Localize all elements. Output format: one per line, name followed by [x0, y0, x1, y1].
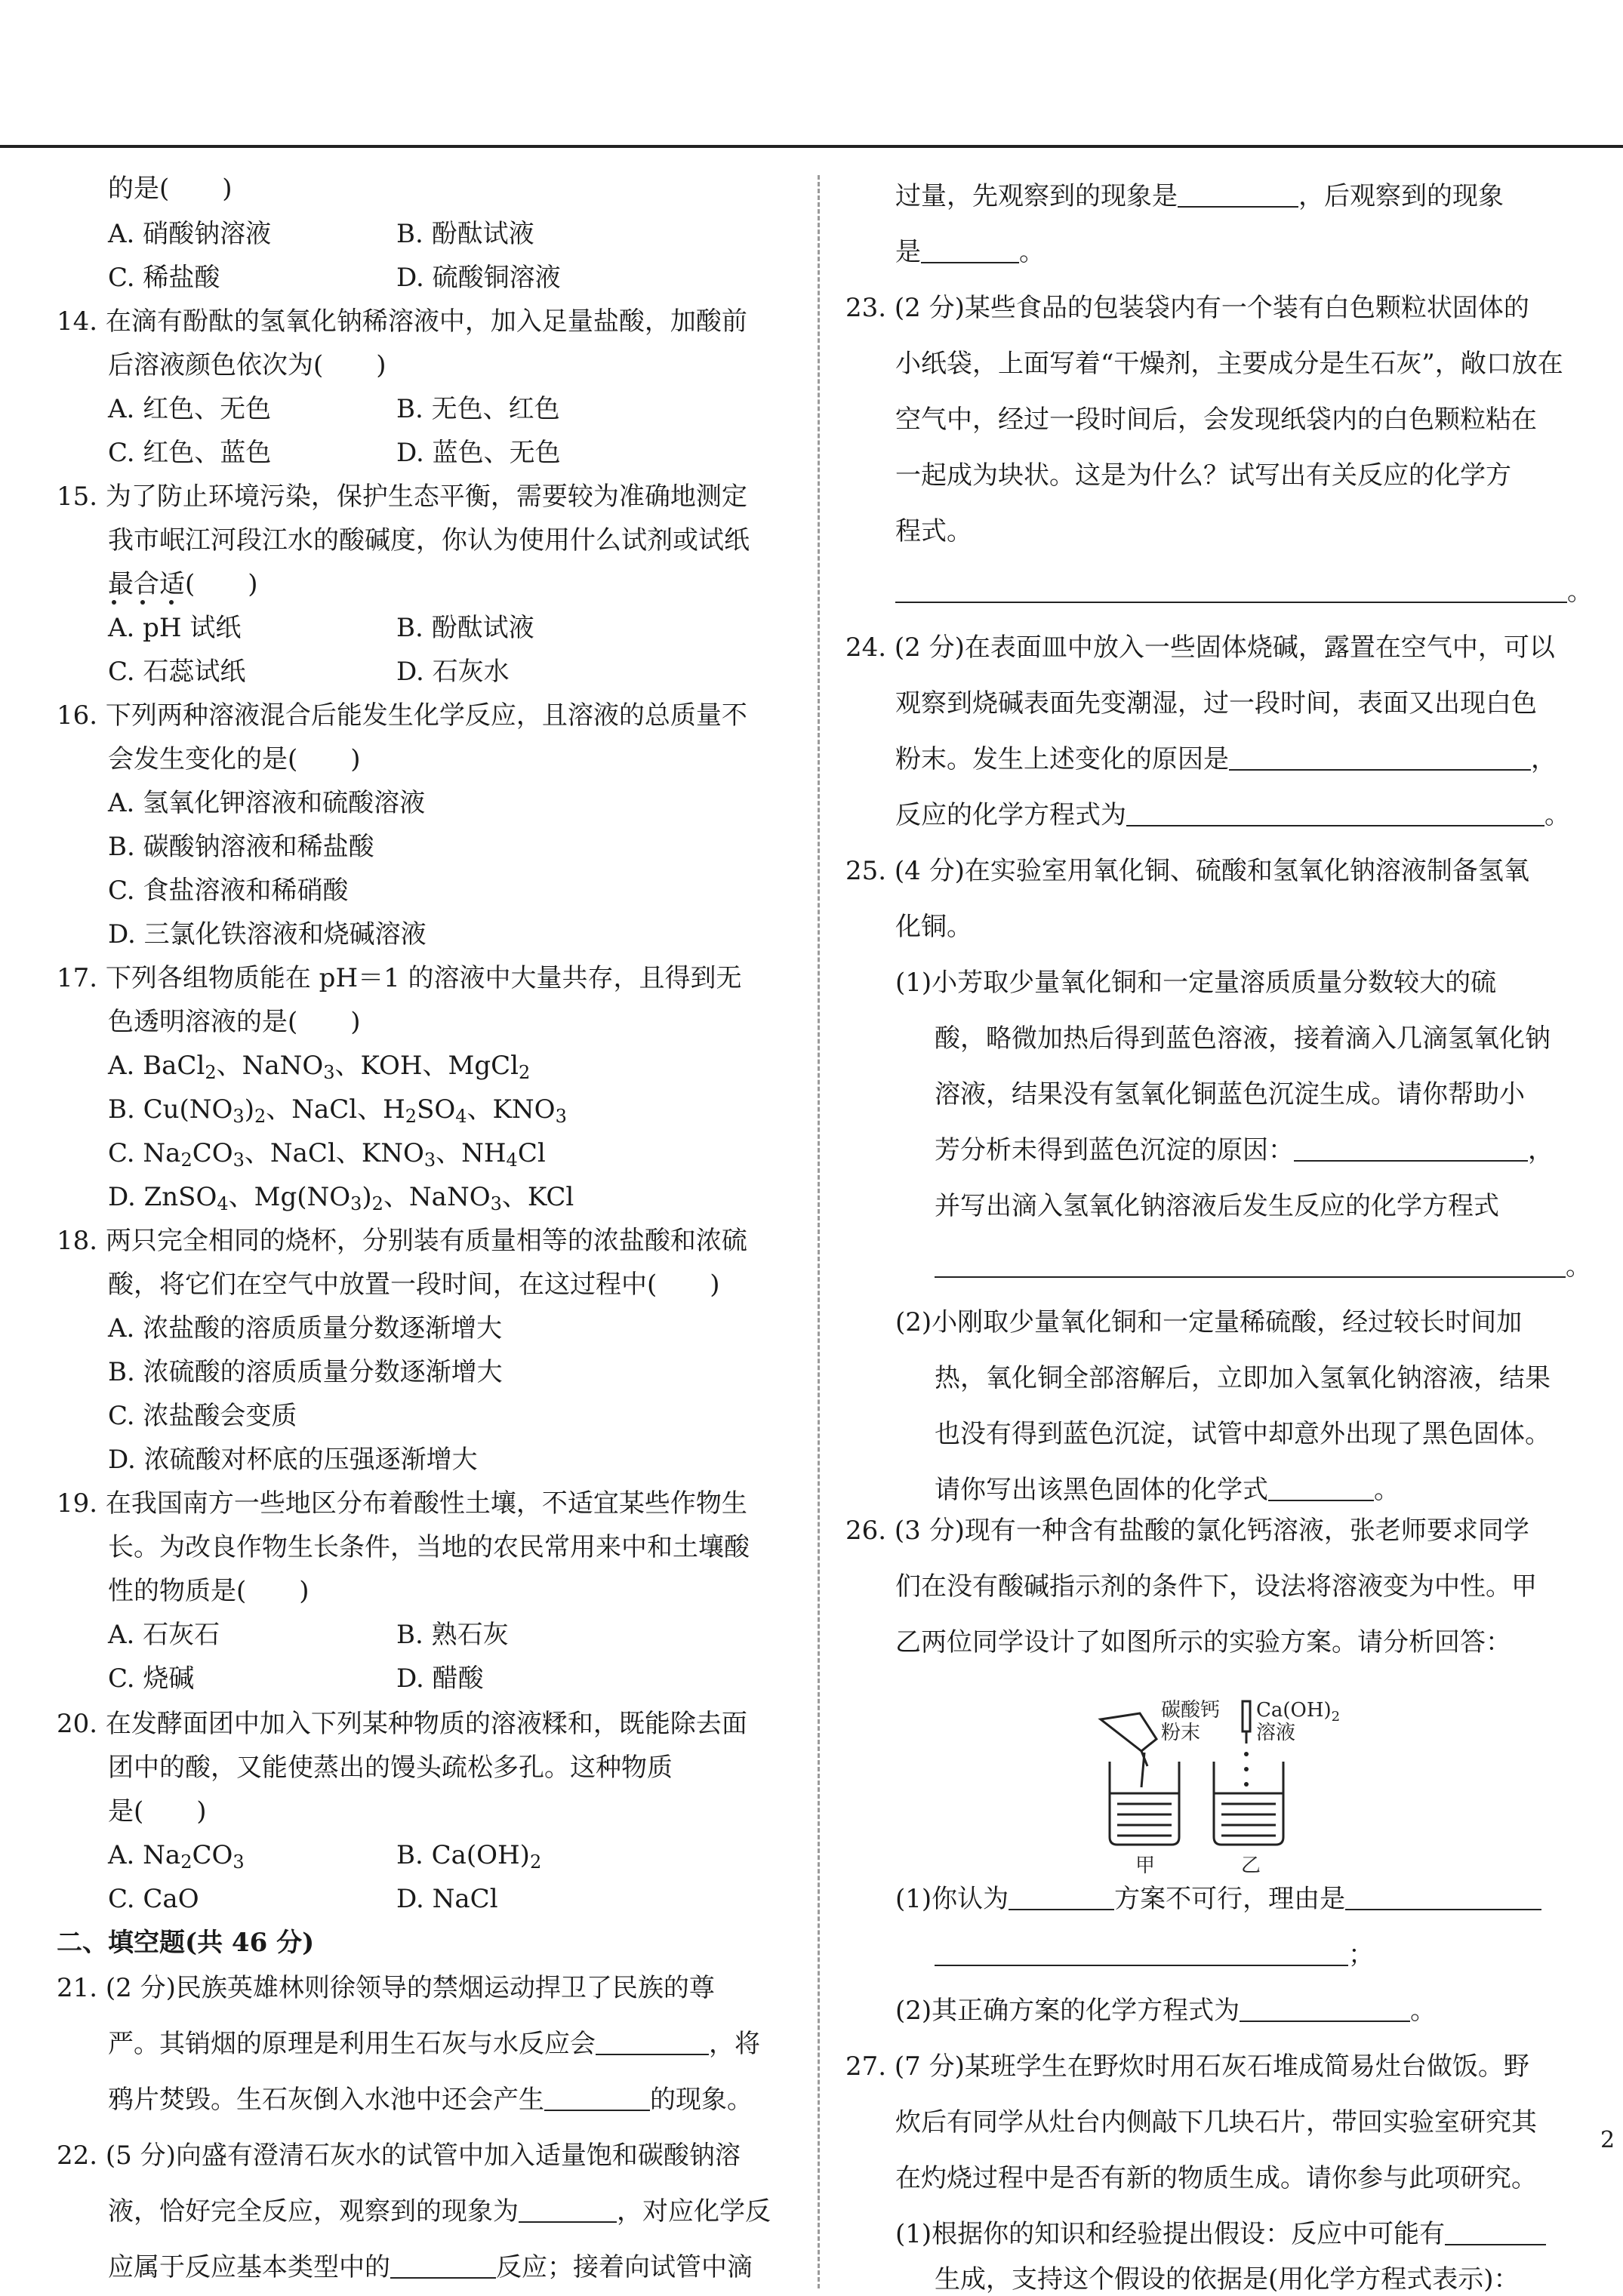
q24-blank-2[interactable] [1126, 801, 1544, 826]
q25-p1-line4: 芳分析未得到蓝色沉淀的原因： ， [935, 1135, 1554, 1165]
q22-cont-line1: 过量，先观察到的现象是 ，后观察到的现象 [895, 181, 1504, 211]
q16-option-c: C. 食盐溶液和稀硝酸 [108, 876, 349, 906]
q13-option-d: D. 硫酸铜溶液 [396, 263, 561, 293]
q23-line2: 小纸袋，上面写着“干燥剂，主要成分是生石灰”，敞口放在 [895, 349, 1563, 379]
q15-option-c: C. 石蕊试纸 [108, 657, 246, 687]
q25-p1-line3: 溶液，结果没有氢氧化铜蓝色沉淀生成。请你帮助小 [935, 1079, 1525, 1110]
figure-label-caco3-1: 碳酸钙 [1161, 1699, 1221, 1722]
q19-option-c: C. 烧碱 [108, 1664, 195, 1694]
q22-line3: 应属于反应基本类型中的 反应；接着向试管中滴 [108, 2252, 753, 2282]
q17-line2: 色透明溶液的是( ) [108, 1007, 361, 1037]
q26-blank-2[interactable] [1345, 1885, 1541, 1910]
q24-line2: 观察到烧碱表面先变潮湿，过一段时间，表面又出现白色 [895, 688, 1537, 719]
q16-option-d: D. 三氯化铁溶液和烧碱溶液 [108, 919, 427, 949]
column-separator [818, 175, 820, 2288]
q14-line2: 后溶液颜色依次为( ) [108, 350, 387, 380]
q14-option-a: A. 红色、无色 [108, 394, 272, 424]
q14-option-b: B. 无色、红色 [396, 394, 560, 424]
q18-option-b: B. 浓硫酸的溶质质量分数逐渐增大 [108, 1357, 503, 1387]
q16-option-a: A. 氢氧化钾溶液和硫酸溶液 [108, 788, 426, 818]
q25-line1: 25. (4 分)在实验室用氧化铜、硫酸和氢氧化钠溶液制备氢氧 [845, 856, 1529, 886]
q27-line2: 炊后有同学从灶台内侧敲下几块石片，带回实验室研究其 [895, 2107, 1537, 2137]
q26-answer1: (1)你认为 方案不可行，理由是 [895, 1882, 1541, 1916]
q21-blank-2[interactable] [544, 2085, 650, 2111]
header-rule [0, 145, 1623, 148]
q19-option-a: A. 石灰石 [108, 1620, 220, 1650]
q25-blank-3[interactable] [1268, 1476, 1374, 1501]
q15-line3: 最合适( ) [108, 569, 258, 599]
q26-answer1-cont: ； [935, 1938, 1374, 1971]
q25-line2: 化铜。 [895, 912, 972, 942]
q19-line3: 性的物质是( ) [108, 1576, 310, 1606]
q16-option-b: B. 碳酸钠溶液和稀盐酸 [108, 832, 374, 862]
q20-option-b: B. $Ca(OH)_2$ [396, 1840, 542, 1873]
q26-blank-1[interactable] [1009, 1885, 1114, 1910]
q25-p2-line1: (2)小刚取少量氧化铜和一定量稀硫酸，经过较长时间加 [895, 1307, 1523, 1337]
q23-line4: 一起成为块状。这是为什么？试写出有关反应的化学方 [895, 460, 1511, 491]
q14-option-c: C. 红色、蓝色 [108, 438, 272, 468]
q25-p2-line3: 也没有得到蓝色沉淀，试管中却意外出现了黑色固体。 [935, 1419, 1551, 1449]
section-title: 二、填空题(共 46 分) [57, 1928, 315, 1958]
q15-line1: 15. 为了防止环境污染，保护生态平衡，需要较为准确地测定 [57, 482, 747, 512]
q17-option-b: B. $Cu(NO_3)_2$、NaCl、$H_2SO_4$、$KNO_3$ [108, 1094, 567, 1127]
q20-line3: 是( ) [108, 1796, 207, 1827]
q26-blank-3[interactable] [935, 1941, 1348, 1966]
q13-stem-tail: 的是( ) [108, 174, 233, 204]
page-number: 2 [1600, 2127, 1615, 2153]
q21-line3: 鸦片焚毁。生石灰倒入水池中还会产生 的现象。 [108, 2085, 753, 2115]
q19-line1: 19. 在我国南方一些地区分布着酸性土壤，不适宜某些作物生 [57, 1488, 747, 1519]
q20-line2: 团中的酸，又能使蒸出的馒头疏松多孔。这种物质 [108, 1753, 673, 1783]
q27-line1: 27. (7 分)某班学生在野炊时用石灰石堆成简易灶台做饭。野 [845, 2051, 1529, 2082]
q18-option-d: D. 浓硫酸对杯底的压强逐渐增大 [108, 1445, 478, 1475]
q18-line2: 酸，将它们在空气中放置一段时间，在这过程中( ) [108, 1270, 720, 1300]
q15-option-d: D. 石灰水 [396, 657, 510, 687]
figure-label-caoh-1: $Ca(OH)_2$ [1256, 1699, 1341, 1725]
q24-line3: 粉末。发生上述变化的原因是 ， [895, 744, 1557, 774]
q22-cont-line2: 是 。 [895, 237, 1045, 267]
q17-option-a: A. BaCl$_2$、NaNO$_3$、KOH、MgCl$_2$ [108, 1051, 531, 1083]
q23-line3: 空气中，经过一段时间后，会发现纸袋内的白色颗粒粘在 [895, 405, 1537, 435]
q21-line1: 21. (2 分)民族英雄林则徐领导的禁烟运动捍卫了民族的尊 [57, 1973, 715, 2003]
q25-p1-line5: 并写出滴入氢氧化钠溶液后发生反应的化学方程式 [935, 1191, 1499, 1221]
q22-blank-2[interactable] [390, 2253, 496, 2279]
q21-line2: 严。其销烟的原理是利用生石灰与水反应会 ，将 [108, 2029, 760, 2059]
q15-option-b: B. 酚酞试液 [396, 613, 534, 643]
q16-line1: 16. 下列两种溶液混合后能发生化学反应，且溶液的总质量不 [57, 700, 747, 731]
q27-line3: 在灼烧过程中是否有新的物质生成。请你参与此项研究。 [895, 2163, 1537, 2193]
q22-line1: 22. (5 分)向盛有澄清石灰水的试管中加入适量饱和碳酸钠溶 [57, 2141, 741, 2171]
q26-line3: 乙两位同学设计了如图所示的实验方案。请分析回答： [895, 1627, 1511, 1657]
q18-option-c: C. 浓盐酸会变质 [108, 1401, 297, 1431]
q23-answer-line: 。 [895, 575, 1593, 608]
q26-line1: 26. (3 分)现有一种含有盐酸的氯化钙溶液，张老师要求同学 [845, 1516, 1529, 1546]
q14-line1: 14. 在滴有酚酞的氢氧化钠稀溶液中，加入足量盐酸，加酸前 [57, 306, 747, 337]
q24-line4: 反应的化学方程式为 。 [895, 800, 1570, 830]
q23-blank[interactable] [895, 577, 1567, 603]
q23-line1: 23. (2 分)某些食品的包装袋内有一个装有白色颗粒状固体的 [845, 293, 1529, 323]
q15-line2: 我市岷江河段江水的酸碱度，你认为使用什么试剂或试纸 [108, 525, 750, 556]
q25-blank-2[interactable] [935, 1252, 1566, 1278]
q22-blank-1[interactable] [519, 2197, 617, 2223]
q22-line2: 液，恰好完全反应，观察到的现象为 ，对应化学反 [108, 2196, 771, 2227]
q17-line1: 17. 下列各组物质能在 pH＝1 的溶液中大量共存，且得到无 [57, 963, 742, 993]
q25-p1-line1: (1)小芳取少量氧化铜和一定量溶质质量分数较大的硫 [895, 968, 1497, 998]
q22-blank-3[interactable] [1178, 182, 1298, 208]
q18-line1: 18. 两只完全相同的烧杯，分别装有质量相等的浓盐酸和浓硫 [57, 1226, 747, 1256]
q23-line5: 程式。 [895, 516, 972, 546]
q27-p1-line2: 生成，支持这个假设的依据是(用化学方程式表示)： [935, 2264, 1520, 2294]
q26-line2: 们在没有酸碱指示剂的条件下，设法将溶液变为中性。甲 [895, 1571, 1537, 1602]
q19-option-d: D. 醋酸 [396, 1664, 484, 1694]
q16-line2: 会发生变化的是( ) [108, 744, 361, 774]
q26-answer2: (2)其正确方案的化学方程式为 。 [895, 1996, 1437, 2026]
q25-p2-line4: 请你写出该黑色固体的化学式 。 [935, 1475, 1400, 1505]
q21-blank-1[interactable] [596, 2030, 709, 2055]
q18-option-a: A. 浓盐酸的溶质质量分数逐渐增大 [108, 1313, 503, 1343]
q25-p1-line6: 。 [935, 1250, 1591, 1283]
q20-line1: 20. 在发酵面团中加入下列某种物质的溶液糅和，既能除去面 [57, 1709, 747, 1739]
figure-label-jia: 甲 [1135, 1854, 1156, 1877]
q27-blank-1[interactable] [1445, 2220, 1546, 2245]
beaker-experiment-figure [1087, 1697, 1344, 1878]
q25-blank-1[interactable] [1294, 1136, 1528, 1162]
q13-option-c: C. 稀盐酸 [108, 263, 220, 293]
figure-label-caco3-2: 粉末 [1161, 1722, 1201, 1744]
q24-line1: 24. (2 分)在表面皿中放入一些固体烧碱，露置在空气中，可以 [845, 632, 1555, 663]
q20-option-a: A. $Na_2CO_3$ [108, 1840, 245, 1873]
q13-option-b: B. 酚酞试液 [396, 219, 534, 249]
q24-blank-1[interactable] [1229, 745, 1531, 771]
q27-p1-line1: (1)根据你的知识和经验提出假设：反应中可能有 [895, 2218, 1546, 2251]
q17-option-c: C. $Na_2CO_3$、NaCl、$KNO_3$、$NH_4Cl$ [108, 1138, 546, 1171]
q25-p2-line2: 热，氧化铜全部溶解后，立即加入氢氧化钠溶液，结果 [935, 1363, 1551, 1393]
q13-option-a: A. 硝酸钠溶液 [108, 219, 272, 249]
q25-p1-line2: 酸，略微加热后得到蓝色溶液，接着滴入几滴氢氧化钠 [935, 1023, 1551, 1054]
q14-option-d: D. 蓝色、无色 [396, 438, 561, 468]
q15-option-a: A. pH 试纸 [108, 613, 242, 643]
figure-label-caoh-2: 溶液 [1256, 1722, 1296, 1744]
q20-option-c: C. CaO [108, 1884, 199, 1914]
q20-option-d: D. NaCl [396, 1884, 498, 1914]
q22-blank-4[interactable] [921, 238, 1019, 263]
q17-option-d: D. ZnSO$_4$、$Mg(NO_3)_2$、NaNO$_3$、KCl [108, 1182, 574, 1214]
q26-blank-4[interactable] [1240, 1996, 1410, 2022]
q19-line2: 长。为改良作物生长条件，当地的农民常用来中和土壤酸 [108, 1532, 750, 1562]
figure-label-yi: 乙 [1241, 1854, 1261, 1877]
q19-option-b: B. 熟石灰 [396, 1620, 509, 1650]
